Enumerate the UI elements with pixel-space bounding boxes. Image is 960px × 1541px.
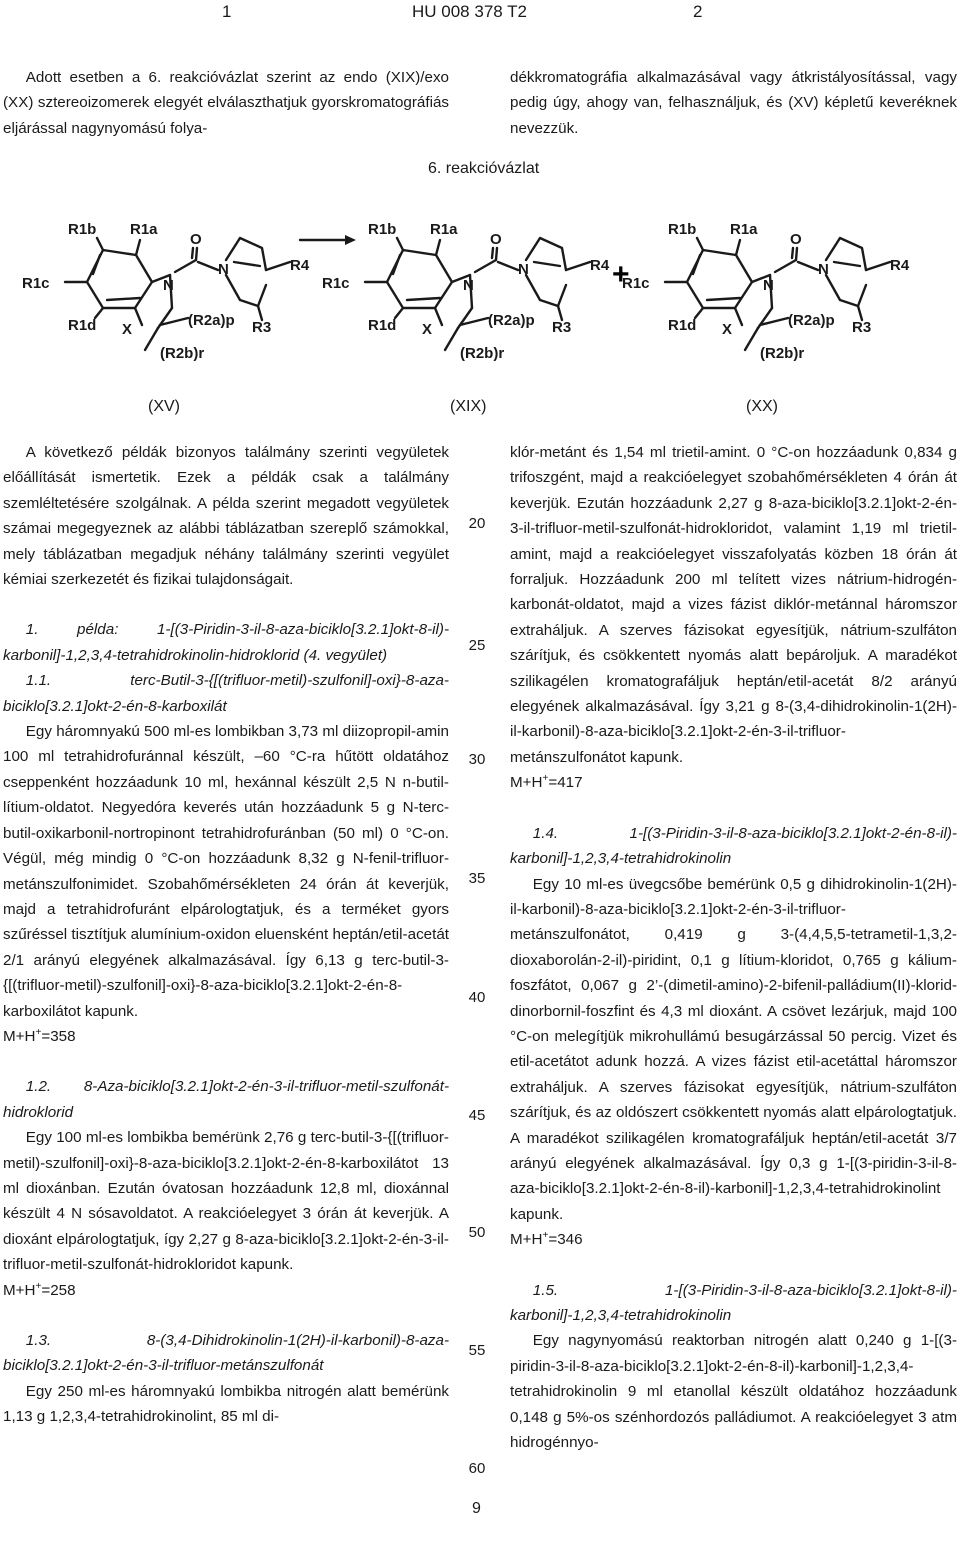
atom-n-bridge: N bbox=[518, 261, 529, 278]
atom-r1d: R1d bbox=[368, 317, 397, 334]
step-1-3-title: 1.3. 8-(3,4-Dihidrokinolin-1(2H)-il-karbonil)-8-aza-biciklo[3.2.1]okt-2-én-3-il-trifluor-metánszulfonát bbox=[3, 1332, 449, 1375]
line-number: 40 bbox=[468, 989, 486, 1006]
scheme-title: 6. reakcióvázlat bbox=[428, 160, 540, 177]
line-number: 25 bbox=[468, 637, 486, 654]
step-1-3-body: Egy 250 ml-es háromnyakú lombikba nitrogén alatt bemérünk 1,13 g 1,2,3,4-tetrahidrokinolint, 85 ml di- bbox=[3, 1382, 449, 1426]
left-page-number: 1 bbox=[222, 2, 232, 21]
intro-right-text: dékkromatográfia alkalmazásával vagy átkristályosítással, vagy pedig úgy, ahogy van, felhasználjuk, és (XV) képletű keveréknek nevezzük. bbox=[510, 69, 957, 137]
label-xv: (XV) bbox=[148, 398, 180, 415]
right-column bbox=[510, 440, 957, 1455]
intro-right bbox=[510, 65, 957, 141]
atom-r1c: R1c bbox=[322, 275, 350, 292]
atom-o: O bbox=[790, 231, 802, 248]
atom-r1d: R1d bbox=[68, 317, 97, 334]
step-1-4-ms: M+H+=346 bbox=[510, 1230, 583, 1249]
atom-x: X bbox=[122, 321, 133, 338]
atom-n-bridge: N bbox=[218, 261, 229, 278]
right-page-number: 2 bbox=[693, 2, 703, 21]
line-number: 60 bbox=[468, 1460, 486, 1477]
step-1-3-continued: klór-metánt és 1,54 ml trietil-amint. 0 °C-on hozzáadunk 0,834 g trifoszgént, majd a reakcióelegyet szobahőmérsékleten 4 órán át keverjük. Ezután hozzáadunk 2,27 g 8-aza-biciklo[3.2.1]okt-2-én-3-il-trifluor-metil-szulfonát-hidrokloridot, valamint 1,19 ml trietil-amint, majd a reakcióelegyet visszafolyatás közben 18 órán át forraljuk. Hozzáadunk 200 ml telített vizes nátrium-hidrogén-karbonát-oldatot, majd a vizes fázist diklór-metánnal háromszor extraháljuk. A szerves fázisokat egyesítjük, nátrium-szulfáton szárítjuk, és csökkentett nyomás alatt bepároljuk. A maradékot szilikagélen kromatografáljuk heptán/etil-acetát 8/2 arányú elegyének alkalmazásával. Így 3,21 g 8-(3,4-dihidrokinolin-1(2H)-il-karbonil)-8-aza-biciklo[3.2.1]okt-2-én-3-il-trifluor-metánszulfonátot kapunk. bbox=[510, 444, 957, 766]
atom-r3: R3 bbox=[852, 319, 872, 336]
example-1-title: 1. példa: 1-[(3-Piridin-3-il-8-aza-biciklo[3.2.1]okt-8-il)-karbonil]-1,2,3,4-tetrahidrokinolin-hidroklorid (4. vegyület) bbox=[3, 621, 449, 664]
atom-r1b: R1b bbox=[68, 221, 97, 238]
atom-o: O bbox=[190, 231, 202, 248]
atom-r2a: (R2a)p bbox=[488, 312, 535, 329]
atom-r1a: R1a bbox=[430, 221, 458, 238]
atom-r2a: (R2a)p bbox=[188, 312, 235, 329]
atom-r1c: R1c bbox=[622, 275, 650, 292]
atom-r1d: R1d bbox=[668, 317, 697, 334]
atom-r2b: (R2b)r bbox=[460, 345, 505, 362]
atom-n-ring: N bbox=[163, 277, 174, 294]
step-1-1-title: 1.1. terc-Butil-3-{[(trifluor-metil)-szulfonil]-oxi}-8-aza-biciklo[3.2.1]okt-2-én-8-karboxilát bbox=[3, 672, 449, 715]
reaction-arrowhead bbox=[345, 235, 356, 245]
atom-r2a: (R2a)p bbox=[788, 312, 835, 329]
step-1-2-body: Egy 100 ml-es lombikba bemérünk 2,76 g terc-butil-3-{[(trifluor-metil)-szulfonil]-oxi}-8-aza-biciklo[3.2.1]okt-2-én-8-karboxilátot 13 ml dioxánban. Ezután óvatosan hozzáadunk 12,8 ml, dioxánnal készült 4 N sósavoldatot. A reakcióelegyet 3 órán át keverjük. A dioxánt elpárologtatjuk, így 2,27 g 8-aza-biciklo[3.2.1]okt-2-én-3-il-trifluor-metil-szulfonát-hidrokloridot kapunk. bbox=[3, 1129, 449, 1274]
line-number: 50 bbox=[468, 1224, 486, 1241]
atom-n-ring: N bbox=[463, 277, 474, 294]
intro-left bbox=[3, 65, 449, 141]
atom-r1a: R1a bbox=[730, 221, 758, 238]
reaction-scheme bbox=[0, 200, 960, 380]
line-number: 30 bbox=[468, 751, 486, 768]
atom-n-ring: N bbox=[763, 277, 774, 294]
atom-r2b: (R2b)r bbox=[760, 345, 805, 362]
step-1-5-title: 1.5. 1-[(3-Piridin-3-il-8-aza-biciklo[3.2.1]okt-8-il)-karbonil]-1,2,3,4-tetrahidrokinolin bbox=[510, 1281, 957, 1324]
step-1-4-title: 1.4. 1-[(3-Piridin-3-il-8-aza-biciklo[3.2.1]okt-2-én-8-il)-karbonil]-1,2,3,4-tetrahidrokinolin bbox=[510, 824, 957, 868]
atom-r1a: R1a bbox=[130, 221, 158, 238]
line-number: 55 bbox=[468, 1342, 486, 1359]
intro-left-text: Adott esetben a 6. reakcióvázlat szerint az endo (XIX)/exo (XX) sztereoizomerek elegyét elválaszthatjuk gyorskromatográfiás eljárással nagynyomású folya- bbox=[3, 69, 449, 137]
step-1-2-title: 1.2. 8-Aza-biciklo[3.2.1]okt-2-én-3-il-trifluor-metil-szulfonát-hidroklorid bbox=[3, 1078, 449, 1121]
step-1-3-ms: M+H+=417 bbox=[510, 773, 583, 792]
atom-r1b: R1b bbox=[668, 221, 697, 238]
step-1-1-body: Egy háromnyakú 500 ml-es lombikban 3,73 ml diizopropil-amin 100 ml tetrahidrofuránnal készült, –60 °C-ra hűtött oldatához cseppenként hozzáadunk 10 ml, hexánnal készült 2,5 N n-butil-lítium-oldatot. Negyedóra keverés után hozzáadunk 5 g N-terc-butil-oxikarbonil-nortropinont tetrahidrofuránban (50 ml) 0 °C-on. Végül, még mindig 0 °C-on hozzáadunk 8,32 g N-fenil-trifluor-metánszulfonimidet. Szobahőmérsékleten 24 órán át keverjük, majd a tetrahidrofuránt elpárologtatjuk, és a terméket gyors szűréssel tisztítjuk alumínium-oxidon eluensként heptán/etil-acetát 2/1 arányú elegyének alkalmazásával. Így 6,13 g terc-butil-3-{[(trifluor-metil)-szulfonil]-oxi}-8-aza-biciklo[3.2.1]okt-2-én-8-karboxilátot kapunk. bbox=[3, 723, 449, 1020]
step-1-2-ms: M+H+=258 bbox=[3, 1280, 76, 1299]
line-number: 45 bbox=[468, 1107, 486, 1124]
label-xix: (XIX) bbox=[450, 398, 487, 415]
patent-id: HU 008 378 T2 bbox=[412, 2, 527, 21]
atom-o: O bbox=[490, 231, 502, 248]
footer-page-number: 9 bbox=[472, 1500, 481, 1517]
atom-r3: R3 bbox=[552, 319, 572, 336]
atom-r3: R3 bbox=[252, 319, 272, 336]
label-xx: (XX) bbox=[746, 398, 778, 415]
atom-r4: R4 bbox=[890, 257, 910, 274]
step-1-1-ms: M+H+=358 bbox=[3, 1026, 76, 1045]
plus-sign: + bbox=[612, 258, 630, 291]
atom-r1b: R1b bbox=[368, 221, 397, 238]
step-1-5-body: Egy nagynyomású reaktorban nitrogén alatt 0,240 g 1-[(3-piridin-3-il-8-aza-biciklo[3.2.1]okt-2-én-8-il)-karbonil]-1,2,3,4-tetrahidrokinolin 9 ml etanollal készült oldatához hozzáadunk 0,148 g 5%-os szénhordozós palládiumot. A reakcióelegyet 3 atm hidrogénnyo- bbox=[510, 1332, 957, 1452]
atom-n-bridge: N bbox=[818, 261, 829, 278]
intro-examples-paragraph: A következő példák bizonyos találmány szerinti vegyületek előállítását ismertetik. Ezek a példák csak a találmány szemléltetésére szolgálnak. A példa szerint megadott vegyületek számai megegyeznek az alábbi táblázatban szereplő számokkal, mely táblázatban megadjuk néhány találmány szerinti vegyület kémiai szerkezetét és fizikai tulajdonságait. bbox=[3, 444, 449, 589]
atom-x: X bbox=[422, 321, 433, 338]
atom-r2b: (R2b)r bbox=[160, 345, 205, 362]
atom-r4: R4 bbox=[290, 257, 310, 274]
atom-r1c: R1c bbox=[22, 275, 50, 292]
atom-r4: R4 bbox=[590, 257, 610, 274]
line-number: 35 bbox=[468, 870, 486, 887]
step-1-4-body: Egy 10 ml-es üvegcsőbe bemérünk 0,5 g dihidrokinolin-1(2H)-il-karbonil)-8-aza-biciklo[3.2.1]okt-2-én-3-il-trifluor-metánszulfonátot, 0,419 g 3-(4,4,5,5-tetrametil-1,3,2-dioxaborolán-2-il)-piridint, 0,1 g lítium-kloridot, 0,765 g kálium-foszfátot, 0,067 g 2’-(dimetil-amino)-2-bifenil-palládium(II)-klorid-dinorbornil-foszfint és 4,3 ml dioxánt. A csövet lezárjuk, majd 100 °C-on melegítjük mikrohullámú besugárzással 50 percig. Vizet és etil-acetátot adunk hozzá. A vizes fázist etil-acetáttal háromszor extraháljuk. A szerves fázisokat egyesítjük, nátrium-szulfáton szárítjuk, és az oldószert csökkentett nyomás alatt elpárologtatjuk. A maradékot szilikagélen kromatografáljuk heptán/etil-acetát 3/7 arányú elegyének alkalmazásával. Így 0,3 g 1-[(3-piridin-3-il-8-aza-biciklo[3.2.1]okt-2-én-8-il)-karbonil]-1,2,3,4-tetrahidrokinolint kapunk. bbox=[510, 875, 957, 1223]
left-column bbox=[3, 440, 449, 1430]
atom-x: X bbox=[722, 321, 733, 338]
line-number: 20 bbox=[468, 515, 486, 532]
